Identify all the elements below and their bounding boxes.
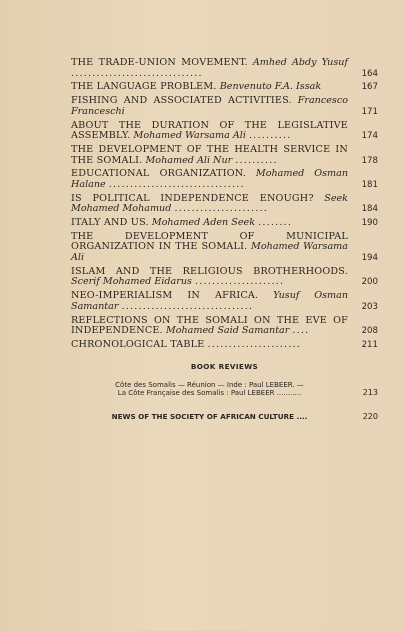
- entry-page: 194: [361, 253, 378, 263]
- toc-entry: CHRONOLOGICAL TABLE ...................... 211: [71, 338, 378, 350]
- entry-page: 181: [361, 179, 378, 190]
- entry-author: Benvenuto F.A. Issak: [219, 81, 322, 93]
- toc-entry: ABOUT THE DURATION OF THE LEGISLATIVE ASSEMBLY. Mohamed Warsama Ali .......... 174: [71, 119, 378, 142]
- news-label: NEWS OF THE SOCIETY OF AFRICAN CULTURE ....: [111, 411, 308, 421]
- entry-page: 203: [361, 301, 378, 312]
- toc-entry: ISLAM AND THE RELIGIOUS BROTHERHOODS. Scerif Mohamed Eidarus ..................... 200: [71, 265, 378, 288]
- entry-title: ISLAM AND THE RELIGIOUS BROTHERHOODS.: [71, 265, 348, 277]
- entry-author: Mohamed Warsama Ali: [71, 241, 348, 263]
- book-review-entry: Côte des Somalis — Réunion — Inde : Paul LEBEER. — La Côte Française des Somalis : Paul LEBEER ........... 213: [71, 381, 378, 398]
- entry-author: Francesco Franceschi: [71, 95, 348, 117]
- entry-title: THE TRADE-UNION MOVEMENT.: [71, 57, 248, 68]
- book-reviews-heading: BOOK REVIEWS: [190, 361, 259, 371]
- toc-entry: [71, 82, 378, 93]
- entry-title: ABOUT THE DURATION OF THE LEGISLATIVE ASSEMBLY.: [71, 119, 348, 142]
- toc-entry: THE DEVELOPMENT OF THE HEALTH SERVICE IN THE SOMALI. Mohamed Ali Nur .......... 178: [71, 143, 378, 166]
- toc-entry: [71, 96, 378, 117]
- entry-page: 184: [361, 204, 378, 215]
- entry-author: Seek Mohamed Mohamud: [71, 192, 348, 215]
- entry-page: 171: [361, 106, 378, 117]
- entry-title: THE DEVELOPMENT OF THE HEALTH SERVICE IN THE SOMALI.: [71, 143, 348, 166]
- toc-entry: EDUCATIONAL ORGANIZATION. Mohamed Osman Halane ................................ 181: [71, 168, 378, 190]
- entry-page: 200: [361, 277, 378, 288]
- entry-author: Mohamed Osman Halane: [71, 168, 349, 190]
- review-line: Côte des Somalis — Réunion — Inde : Paul LEBEER. —: [115, 380, 304, 389]
- entry-title: THE DEVELOPMENT OF MUNICIPAL ORGANIZATION IN THE SOMALI.: [71, 230, 348, 253]
- entry-page: 208: [361, 326, 378, 337]
- toc-entry: ITALY AND US. Mohamed Aden Seek ........ 190: [71, 217, 378, 229]
- toc-entry: [71, 232, 378, 264]
- entry-author: Mohamed Warsama Ali: [133, 130, 246, 142]
- entry-title: FISHING AND ASSOCIATED ACTIVITIES.: [71, 95, 292, 107]
- entry-page: 174: [361, 131, 378, 142]
- entry-title: ITALY AND US.: [71, 217, 149, 229]
- entry-title: IS POLITICAL INDEPENDENCE ENOUGH?: [71, 192, 314, 204]
- table-of-contents: [71, 58, 378, 421]
- entry-page: 178: [361, 155, 378, 166]
- toc-entry: REFLECTIONS ON THE SOMALI ON THE EVE OF INDEPENDENCE. Mohamed Said Samantar .... 208: [71, 314, 378, 337]
- news-entry: [71, 412, 378, 421]
- toc-entry: THE TRADE-UNION MOVEMENT. Amhed Abdy Yusuf ............................... 164: [71, 57, 378, 79]
- entry-author: Amhed Abdy Yusuf: [252, 57, 348, 68]
- review-line: La Côte Française des Somalis : Paul LEBEER: [117, 389, 275, 398]
- entry-page: 190: [361, 218, 378, 229]
- entry-author: Yusuf Osman Samantar: [71, 290, 348, 312]
- entry-title: NEO-IMPERIALISM IN AFRICA.: [71, 290, 259, 302]
- entry-title: REFLECTIONS ON THE SOMALI ON THE EVE OF INDEPENDENCE.: [71, 314, 348, 337]
- entry-author: Scerif Mohamed Eidarus: [71, 276, 192, 288]
- toc-entry: IS POLITICAL INDEPENDENCE ENOUGH? Seek Mohamed Mohamud ...................... 184: [71, 192, 378, 215]
- entry-page: 167: [361, 82, 378, 93]
- entry-author: Mohamed Ali Nur: [145, 154, 233, 166]
- entry-page: 211: [361, 339, 378, 350]
- entry-author: Mohamed Said Samantar: [165, 325, 290, 337]
- news-page: 220: [362, 411, 378, 421]
- entry-title: CHRONOLOGICAL TABLE: [71, 338, 205, 350]
- toc-entry: NEO-IMPERIALISM IN AFRICA. Yusuf Osman Samantar ............................... 203: [71, 290, 378, 312]
- review-page: 213: [362, 388, 378, 398]
- entry-title: EDUCATIONAL ORGANIZATION.: [71, 168, 246, 180]
- entry-author: Mohamed Aden Seek: [151, 217, 256, 229]
- entry-page: 164: [361, 68, 378, 79]
- entry-title: THE LANGUAGE PROBLEM.: [71, 81, 217, 93]
